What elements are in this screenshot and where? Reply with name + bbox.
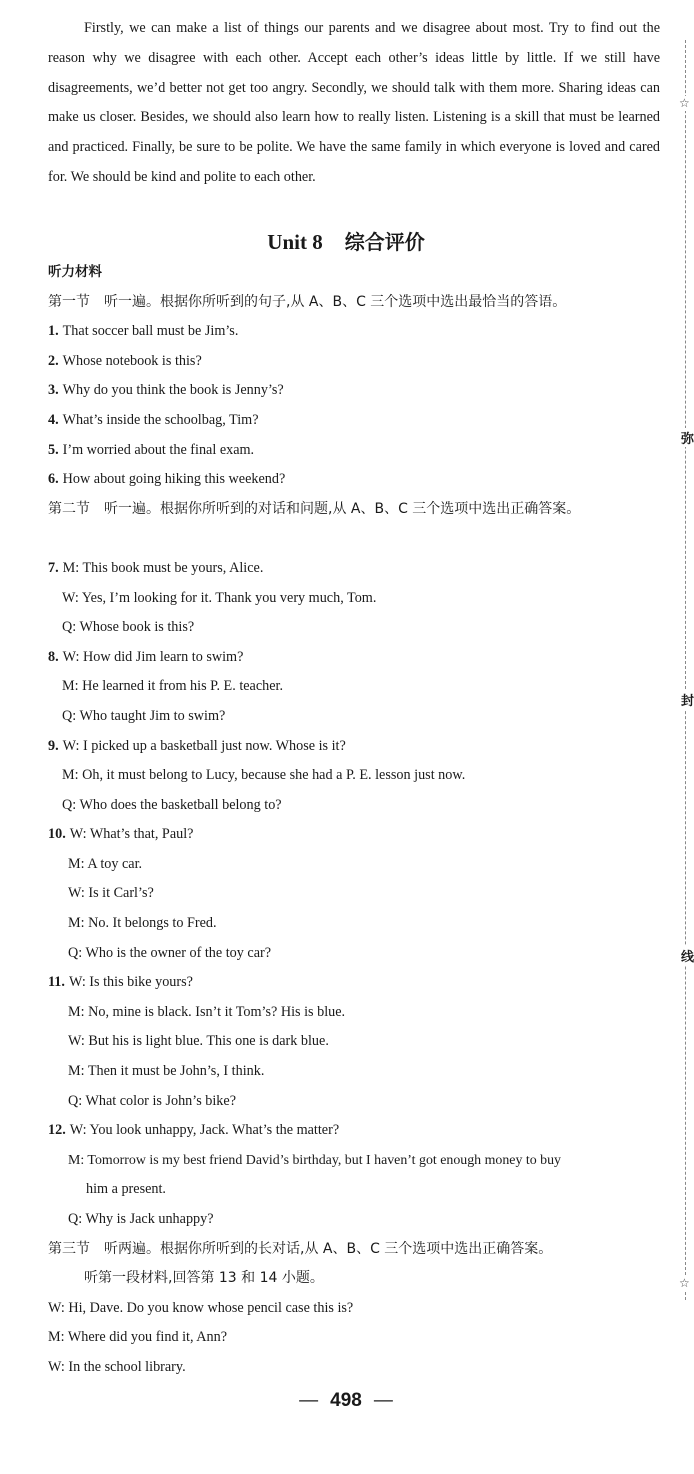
- q9-line2: M: Oh, it must belong to Lucy, because she had a P. E. lesson just now.: [62, 767, 466, 784]
- margin-mark-feng: 封: [681, 690, 694, 709]
- unit-number: Unit 8: [267, 230, 323, 254]
- part3-instruction: 第三节 听两遍。根据你所听到的长对话,从 A、B、C 三个选项中选出正确答案。: [48, 1240, 553, 1257]
- q10-question: Q: Who is the owner of the toy car?: [68, 944, 272, 961]
- part3-line-2: M: Where did you find it, Ann?: [48, 1329, 228, 1346]
- margin-mark-xian: 线: [681, 946, 694, 965]
- q11-line1: 11. W: Is this bike yours?: [48, 974, 193, 991]
- q9-line1: 9. W: I picked up a basketball just now. Whose is it?: [48, 737, 346, 754]
- q11-line3: W: But his is light blue. This one is dark blue.: [68, 1033, 329, 1050]
- q12-line1: 12. W: You look unhappy, Jack. What’s the matter?: [48, 1122, 340, 1139]
- section-label: 听力材料: [48, 264, 102, 280]
- q12-line2-cont: him a present.: [86, 1181, 166, 1198]
- part1-item-3: 3. Why do you think the book is Jenny’s?: [48, 382, 284, 399]
- q10-line1: 10. W: What’s that, Paul?: [48, 826, 194, 843]
- footer-dash-left: —: [299, 1390, 319, 1411]
- q8-line2: M: He learned it from his P. E. teacher.: [62, 678, 284, 695]
- part1-item-4: 4. What’s inside the schoolbag, Tim?: [48, 411, 259, 428]
- part1-instruction: 第一节 听一遍。根据你所听到的句子,从 A、B、C 三个选项中选出最恰当的答语。: [48, 293, 567, 310]
- part1-item-2: 2. Whose notebook is this?: [48, 352, 202, 369]
- part1-item-1: 1. That soccer ball must be Jim’s.: [48, 323, 239, 340]
- page-footer: [0, 1390, 692, 1412]
- part3-line-1: W: Hi, Dave. Do you know whose pencil case this is?: [48, 1299, 354, 1316]
- unit-name: 综合评价: [344, 230, 425, 254]
- q10-line3: W: Is it Carl’s?: [68, 885, 154, 902]
- footer-dash-right: —: [373, 1390, 393, 1411]
- q8-question: Q: Who taught Jim to swim?: [62, 707, 226, 724]
- q11-question: Q: What color is John’s bike?: [68, 1092, 236, 1109]
- q7-line1: 7. M: This book must be yours, Alice.: [48, 559, 264, 576]
- part1-item-6: 6. How about going hiking this weekend?: [48, 471, 286, 488]
- star-icon: ☆: [679, 96, 690, 110]
- q10-line2: M: A toy car.: [68, 855, 143, 872]
- part3-line-3: W: In the school library.: [48, 1358, 186, 1375]
- q8-line1: 8. W: How did Jim learn to swim?: [48, 648, 244, 665]
- part1-item-5: 5. I’m worried about the final exam.: [48, 441, 255, 458]
- part3-sub-instruction: 听第一段材料,回答第 13 和 14 小题。: [84, 1270, 324, 1287]
- star-icon-bottom: ☆: [679, 1276, 690, 1290]
- page-number: 498: [330, 1390, 362, 1411]
- q10-line4: M: No. It belongs to Fred.: [68, 915, 217, 932]
- q12-question: Q: Why is Jack unhappy?: [68, 1211, 214, 1227]
- listening-material: [48, 258, 660, 1383]
- q7-line2: W: Yes, I’m looking for it. Thank you very much, Tom.: [62, 589, 377, 606]
- part2-instruction: 第二节 听一遍。根据你所听到的对话和问题,从 A、B、C 三个选项中选出正确答案。: [48, 500, 581, 517]
- q11-line4: M: Then it must be John’s, I think.: [68, 1063, 265, 1080]
- unit-title: [0, 226, 692, 255]
- q12-line2: M: Tomorrow is my best friend David’s birthday, but I haven’t got enough money to buy: [68, 1152, 561, 1168]
- margin-mark-mi: 弥: [681, 428, 694, 447]
- q11-line2: M: No, mine is black. Isn’t it Tom’s? His is blue.: [68, 1003, 346, 1020]
- intro-paragraph: Firstly, we can make a list of things our parents and we disagree about most. Try to find out the reason why we disagree with each other. Accept each other’s ideas little by little. If we still have disagreements, we’d better not get too angry. Secondly, we should talk with them more. Sharing ideas can make us closer. Besides, we should also learn how to really listen. Listening is a skill that must be learned and practiced. Finally, be sure to be polite. We have the same family in which everyone is loved and cared for. We should be kind and polite to each other.: [48, 20, 660, 185]
- binding-dashed-line: [685, 40, 686, 1300]
- q7-question: Q: Whose book is this?: [62, 619, 195, 636]
- q9-question: Q: Who does the basketball belong to?: [62, 796, 282, 813]
